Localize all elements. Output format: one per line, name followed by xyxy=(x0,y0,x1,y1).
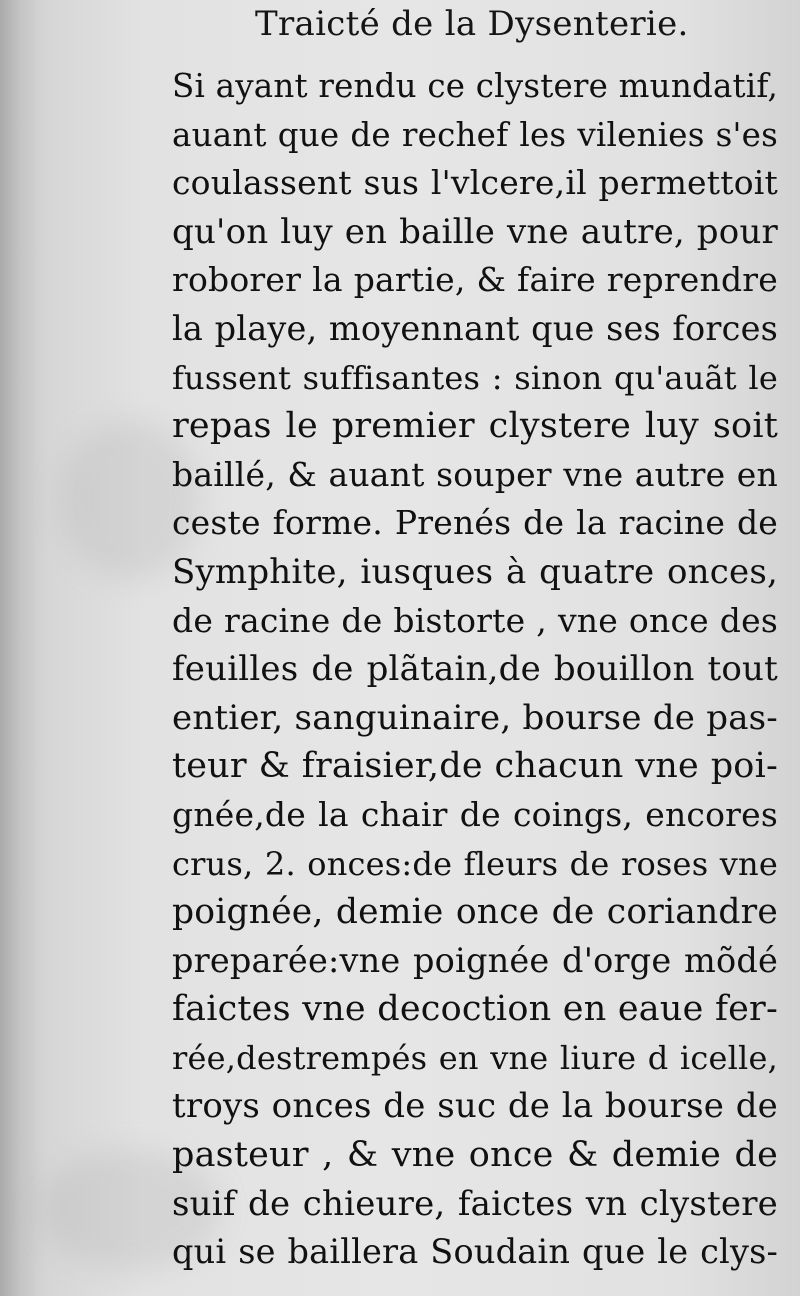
text-line: qu'on luy en baille vne autre, pour xyxy=(172,211,778,252)
text-line: coulassent sus l'vlcere,il permettoit xyxy=(172,163,778,203)
text-line: Si ayant rendu ce clystere mundatif, xyxy=(172,67,778,105)
text-line: rée,destrempés en vne liure d icelle, xyxy=(172,1038,778,1077)
text-line: suif de chieure, faictes vn clystere xyxy=(172,1183,778,1224)
text-line: fussent suffisantes : sinon qu'auãt le xyxy=(172,358,778,397)
text-line: gnée,de la chair de coings, encores xyxy=(172,794,778,834)
text-line: troys onces de suc de la bourse de xyxy=(172,1086,778,1127)
text-line: la playe, moyennant que ses forces xyxy=(172,308,778,348)
text-line: pasteur , & vne once & demie de xyxy=(172,1135,778,1176)
running-head: Traicté de la Dysenterie. xyxy=(255,4,689,44)
text-line: qui se baillera Soudain que le clys- xyxy=(172,1232,778,1272)
text-line: repas le premier clystere luy soit xyxy=(172,406,778,447)
text-line: teur & fraisier,de chacun vne poi- xyxy=(172,746,778,787)
text-line: crus, 2. onces:de fleurs de roses vne xyxy=(172,844,778,883)
text-line: roborer la partie, & faire reprendre xyxy=(172,260,778,300)
text-line: Symphite, iusques à quatre onces, xyxy=(172,551,778,592)
text-line: faictes vne decoction en eaue fer- xyxy=(172,989,778,1030)
text-line: de racine de bistorte , vne once des xyxy=(172,600,778,640)
text-line: ceste forme. Prenés de la racine de xyxy=(172,503,778,543)
page-gutter-shadow xyxy=(0,0,36,1296)
text-line: auant que de rechef les vilenies s'es xyxy=(172,115,778,154)
text-line: poignée, demie once de coriandre xyxy=(172,892,778,933)
body-text xyxy=(172,62,778,1277)
text-line: feuilles de plãtain,de bouillon tout xyxy=(172,649,778,690)
text-line: baillé, & auant souper vne autre en xyxy=(172,454,778,494)
text-line: entier, sanguinaire, bourse de pas- xyxy=(172,697,778,738)
text-line: preparée:vne poignée d'orge mõdé xyxy=(172,940,778,980)
